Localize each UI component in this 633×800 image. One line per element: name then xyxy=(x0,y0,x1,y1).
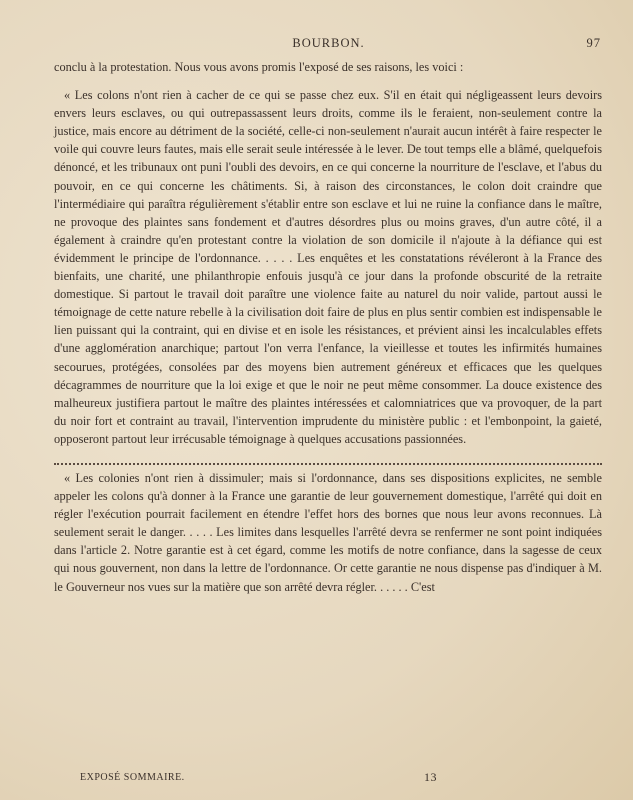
running-head xyxy=(56,36,601,54)
signature-line: EXPOSÉ SOMMAIRE. xyxy=(80,772,185,783)
quote-paragraph-1: « Les colons n'ont rien à cacher de ce qui se passe chez eux. S'il en était qui négligeassent leurs devoirs envers leurs esclaves, ou qui outrepassassent leurs droits, comme ils le feraient, non-seulement contre la justice, mais encore au détriment de la société, celle-ci non-seulement n'aurait aucun intérêt à faire respecter le voile qui couvre leurs fautes, mais elle serait seule intéressée à le lever. De tout temps elle a blâmé, quelquefois dénoncé, et les tribunaux ont puni l'oubli des devoirs, en ce qui concerne la nourriture de l'esclave, et l'abus du pouvoir, en ce qui concerne les châtiments. Si, à raison des circonstances, le colon doit craindre que l'intermédiaire qui paraîtra régulièrement s'établir entre son esclave et lui ne ruine la confiance dans le maître, ne provoque des plaintes sans fondement et d'autres désordres plus ou moins graves, d'un autre côté, il a également à craindre qu'en protestant contre la violation de son domicile il n'ajoute à la défiance qui est évidemment le principe de l'ordonnance. . . . . Les enquêtes et les constatations révéleront à la France des bienfaits, une charité, une philanthropie enfouis jusqu'à ce jour dans la profonde obscurité de la retraite domestique. Si partout le travail doit paraître une violence faite au naturel du noir valide, partout aussi le témoignage de cette nature rebelle à la civilisation doit faire de plus en plus sentir combien est indispensable le lien puissant qui la contraint, qui en divise et en isole les résistances, et prévient ainsi les incalculables effets d'une agglomération anarchique; partout l'on verra l'enfance, la vieillesse et toutes les infirmités humaines secourues, protégées, consolées par des moyens bien autrement généreux et efficaces que les quelques décagrammes de nourriture que la loi exige et que le noir ne peut même consommer. La douce existence des malheureux justifiera partout le maître des plaintes intéressées et calomniatrices que va provoquer, de la part du noir fort et contraint au travail, l'intervention imprudente du ministère public : et l'embonpoint, la gaieté, opposeront partout leur irrécusable témoignage à quelques accusations passionnées. xyxy=(54,88,602,446)
page-number: 97 xyxy=(586,36,601,50)
intro-paragraph: conclu à la protestation. Nous vous avons promis l'exposé de ses raisons, les voici : xyxy=(54,60,464,74)
quote-paragraph-2: « Les colonies n'ont rien à dissimuler; mais si l'ordonnance, dans ses dispositions explicites, ne semble appeler les colons qu'à donner à la France une garantie de leur gouvernement domestique, l'arrêté qui doit en régler l'exécution pourrait facilement en étendre l'effet hors des bornes que nous leur avons reconnues. Là seulement serait le danger. . . . . Les limites dans lesquelles l'arrêté devra se renfermer ne sont point indiquées dans l'article 2. Notre garantie est à cet égard, comme les motifs de notre confiance, dans la sagesse de ceux qui nous gouvernent, non dans la lettre de l'ordonnance. Or cette garantie ne nous dispense pas d'indiquer à M. le Gouverneur nos vues sur la matière que son arrêté devra régler. . . . . . C'est xyxy=(54,470,602,594)
signature-mark: 13 xyxy=(424,770,437,784)
running-title: BOURBON. xyxy=(292,36,365,50)
page-footer xyxy=(56,772,601,788)
dotted-separator xyxy=(54,451,602,465)
body-text xyxy=(54,58,602,596)
